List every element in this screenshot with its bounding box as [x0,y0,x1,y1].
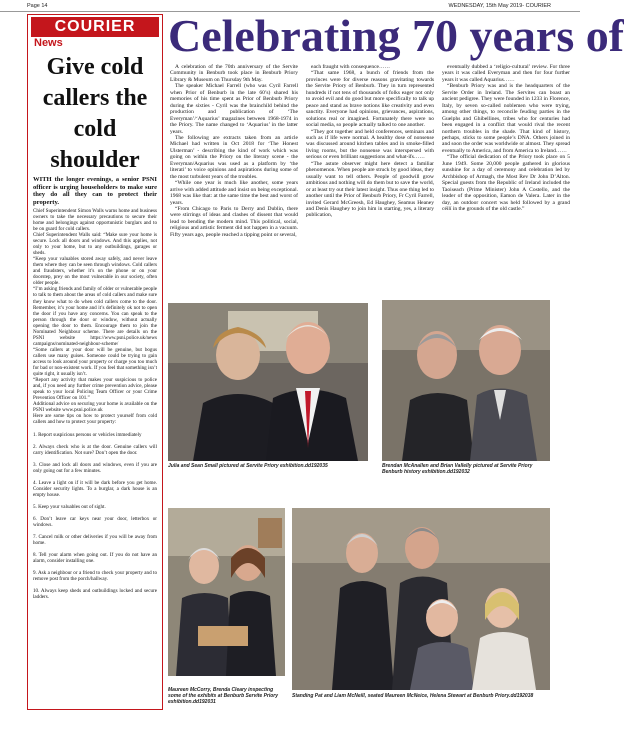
news-sidebar [27,14,163,710]
article-paragraph: each fraught with consequence…… [311,64,390,70]
issue-date: WEDNESDAY, 15th May 2019- COURIER [448,3,551,9]
sidebar-paragraph: Chief Superintendent Walls said: “Make sure your home is secure. Lock all doors and windows. And this applies, not only to your home, but to any outbuildings, garages or sheds. [33,232,157,257]
article-paragraph: “The official dedication of the Priory took place on 5 June 1949. Some 20,000 people gathered in glorious sunshine for a day of ceremony and celebration led by Archbishop of Armagh, the Most Rev Dr John D’Alton. Special guests from the Republic of Ireland included the Taoiseach (Prime Minister) John A Costello, and the leader of the opposition, Eamon de Valera. Later in the day, an outdoor concert was held followed by a grand céilí in the grounds of the old castle.” [442,154,570,212]
tip-item: 5. Keep your valuables out of sight. [33,503,106,510]
tip-item: 1. Report suspicious persons or vehicles immediately [33,431,142,438]
photo-mcanallen-vallelly [382,300,550,461]
caption-photo-1: Julia and Sean Small pictured at Servite Priory exhibition.dd192035 [168,463,328,469]
sidebar-headline: Give cold callers the cold shoulder [42,54,148,173]
sidebar-paragraph: Chief Superintendent Simon Walls warns home and business owners to take the necessary precautions to secure their home and belongings against opportunistic burglars and to be on guard for cold callers. [33,207,157,232]
tip-item: 3. Close and lock all doors and windows, even if you are only going out for a few minutes. [33,461,157,474]
article-paragraph: “They got together and held conferences, seminars and such as if life were normal. A healthy dose of nonsense was discussed around kitchen tables and in smoke-filled living rooms, but the nonsense was interspersed with serious or even brilliant suggestions and what-ifs…… [306,128,434,161]
photo-mccorry-cleary [168,508,285,676]
photo-mcneill-group [292,508,550,690]
sidebar-body [28,207,162,601]
sidebar-paragraph: Additional advice on securing your home is available on the PSNI website www.psni.police.uk [33,401,157,414]
photo-julia-sean-small [168,303,368,461]
caption-photo-3: Maureen McCorry, Brenda Cleary inspecting some of the exhibits at Benburb Servite Priory exhibition.dd192031 [168,687,279,705]
tip-item: 6. Don’t leave car keys near your door, letterbox or windows. [33,515,157,528]
tip-item: 7. Cancel milk or other deliveries if you will be away from home. [33,534,157,547]
tip-item: 8. Tell your alarm when going out. If you do not have an alarm, consider installing one. [33,552,157,565]
article-paragraph: “From Chicago to Paris to Derry and Dublin, there were stirrings of ideas and clashes of dissent that would lead to bending the modern mind. This political, social, religious and artistic ferment did not happen in a vacuum. Fifty years ago, people reached a tipping point or several, [170,205,298,238]
caption-photo-2: Brendan McAnallen and Brian Vallelly pictured at Servite Priory Benburb history exhibition.dd192032 [382,463,533,475]
article-column-2 [306,64,434,300]
sidebar-paragraph: “Some callers at your door will be genuine, but bogus callers use many guises. Someone could be trying to gain access to look around your property or charge you too much for bad or non-existent work. If you feel that something isn’t quite right, it usually isn’t. [33,346,157,378]
page-number: Page 14 [27,3,48,9]
article-paragraph: eventually dubbed a ‘religio-cultural’ review. For three years it was called Everyman and then for four further years it was called Aquarius…… [442,64,570,83]
section-label: News [34,37,63,49]
sidebar-lead: WITH the longer evenings, a senior PSNI officer is urging householders to make sure they do all they can to protect their property. [33,176,157,207]
tip-item: 10. Always keep sheds and outbuildings locked and secure ladders. [33,588,157,601]
article-paragraph: The speaker Michael Farrell (who was Cyril Farrell when Prior of Benburb in the late 60’s) shared his memories of his time spent as Prior of Benburb Priory during the sixties - Cyril was the brainchild behind the production and publication of ‘The Everyman’/‘Aquarius’ magazines between 1968-1974 in the Priory. The name changed to ‘Aquarius’ in the latter years. [170,83,298,135]
article-paragraph: “That same 1968, a bunch of friends from the provinces were for diverse reasons gravitating towards the Servite Priory of Benburb. They in turn represented hundreds if not tens of thousands of folks eager not only to avoid evil and do good but more specifically to talk up peace and stand as brave notions like creativity and even sanctity. Everyone had opinions, grievances, aspirations, solutions real or imagined. Fortunately there were no social media, so people actually talked to one another. [306,70,434,129]
sidebar-paragraph: “Keep your valuables stored away safely, and never leave them where they can be seen through windows. Cold callers and fraudsters, whether it’s on the phone or on your doorstep, prey on the most vulnerable in our society, often older people. [33,256,157,287]
article-headline: Celebrating 70 years of [168,10,624,61]
courier-logo: COURIER [31,17,159,37]
article-paragraph: “The astute observer might here detect a familiar phenomenon. When people are struck by good ideas, they usually want to tell others. People of goodwill grow ambitious and nothing will do them but to save the world, or at least try out their latest insight. Thus one thing led to another until the Prior of Benburb Priory, Fr Cyril Farrell, invited Gerard McGreesh, Ed Haughey, Seamus Heaney and Denis Haughey to join him in starting, yes, a literary publication, [306,160,434,219]
tip-item: 9. Ask a neighbour or a friend to check your property and to remove post from the porch/hallway. [33,570,157,583]
tip-item: 2. Always check who is at the door. Genuine callers will carry identification. Not sure? Don’t open the door. [33,443,157,456]
article-paragraph: “While one year is much like another, some years arrive with added attitude and insist on being exceptional. 1968 was like that: at the same time the best and worst of years. [170,180,298,206]
sidebar-paragraph: “I’m asking friends and family of older or vulnerable people to talk to them about the areas of cold callers and make sure they know what to do when cold callers come to the door. Remember, it’s your home and it’s definitely ok not to open the door if you have any concerns. You can speak to the person through the door or window, without actually opening the door to them. Encourage them to join the Nominated Neighbour scheme. There are details on the PSNI website https://www.psni.police.uk/news campaigns/nominated-neighbour-scheme/ [33,286,157,347]
article-paragraph: A celebration of the 70th anniversary of the Servite Community in Benburb took place in Benburb Priory Library & Museum on Thursday 9th May. [170,64,298,83]
article-column-1 [170,64,298,300]
article-column-3 [442,64,570,300]
article-paragraph: The following are extracts taken from an article Michael had written in Oct 2018 for ‘The Honest Ulsterman’ - describing the kind of work which was going on within the Priory on the literary scene - the Everyman/Aquarius was used as a platform by ‘the literati’ to voice opinions and aspirations during some of the most turbulent years of the troubles. [170,134,298,180]
sidebar-paragraph: Here are some tips on how to protect yourself from cold callers and how to protect your property: [33,413,157,426]
tip-item: 4. Leave a light on if it will be dark before you get home. Consider security lights. To a burglar, a dark house is an empty house. [33,479,157,498]
article-paragraph: “Benburb Priory was and is the headquarters of the Servite Order in Ireland. The Servites can boast an ancient pedigree. They were founded in 1233 in Florence, Italy, by seven so-called noblemen who were trying, among other things, to reconcile feuding parties in the Guelphs and Ghibellines, tribes who for centuries had been engaged in a conflict that would rival the recent northern troubles in the shade. That kind of history, perhaps, sticks to some people’s DNA. Others joined in and soon the order was worldwide or almost. They spread eventually to America, and from America to Ireland…… [442,83,570,154]
sidebar-paragraph: “Report any activity that makes your suspicious to police and, if you need any further crime prevention advice, please speak to your local Policing Team Officer or your Crime Prevention Officer on 101.” [33,377,157,402]
caption-photo-4: Standing Pat and Liam McNeill, seated Maureen McNeice, Helena Stewart at Benburb Priory.dd192038 [292,693,534,699]
